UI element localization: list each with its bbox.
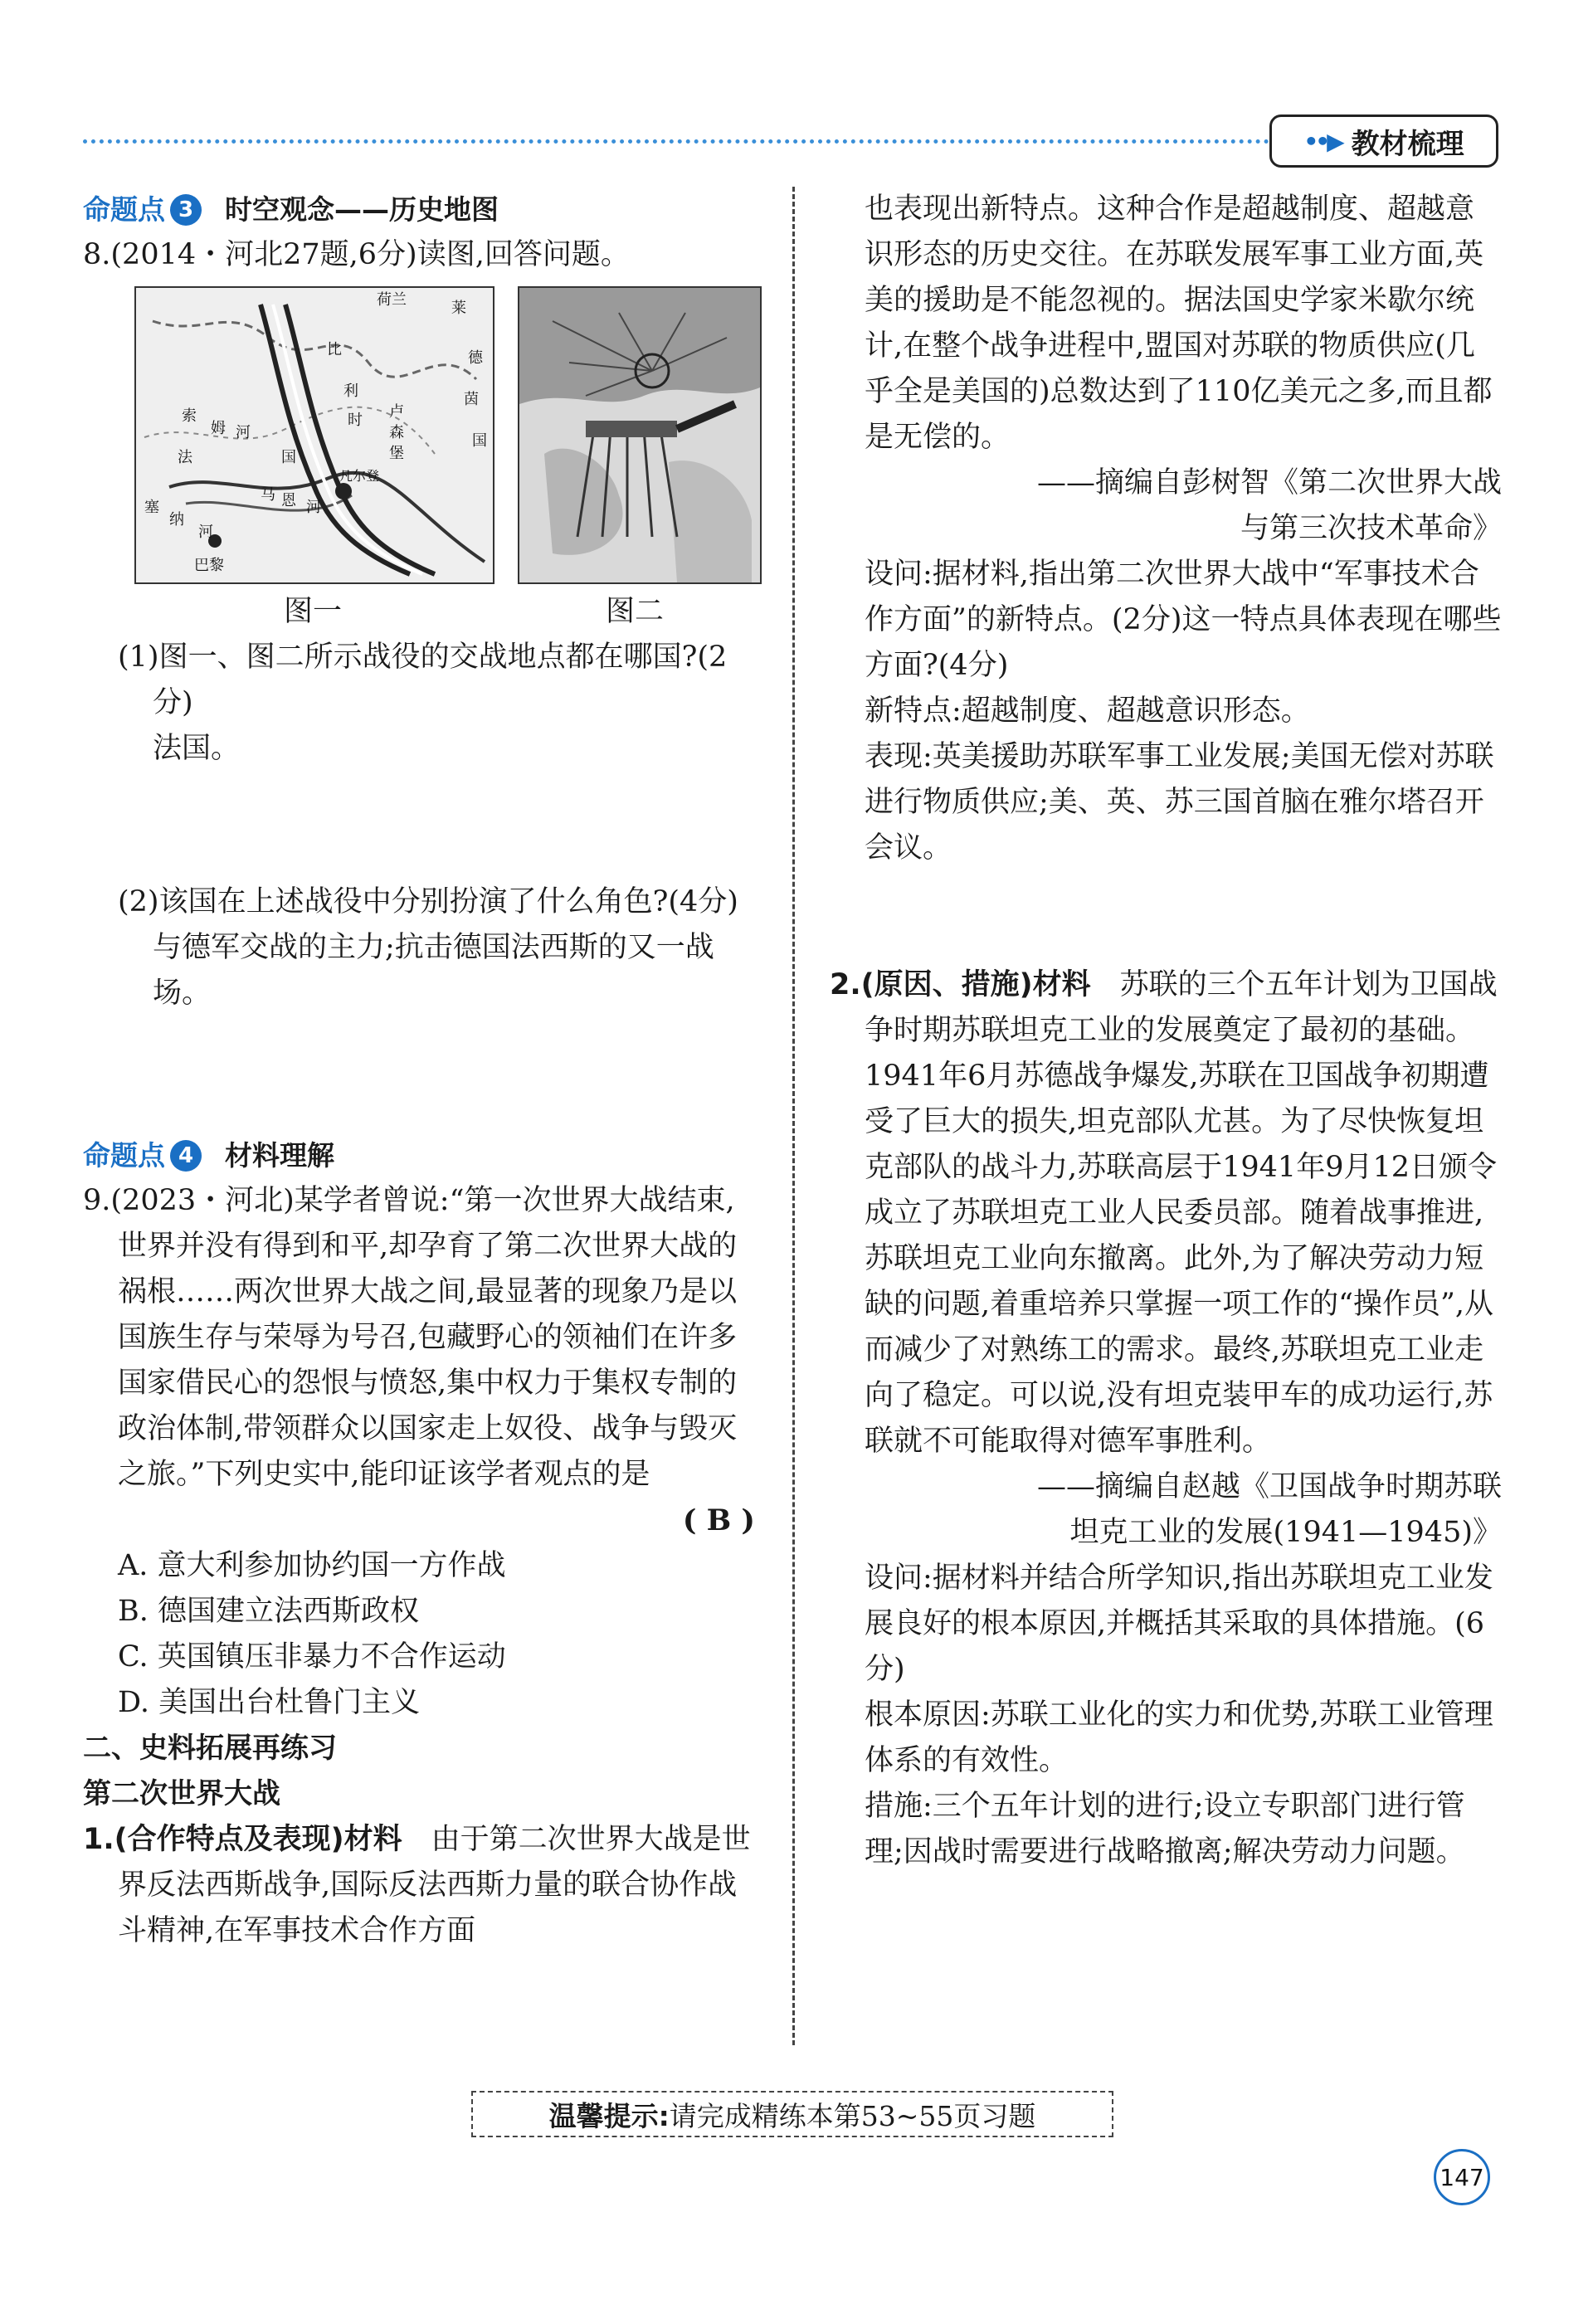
q2-head: 2.(原因、措施)材料 bbox=[830, 968, 1091, 1001]
map1-france-1: 法 bbox=[178, 449, 192, 466]
topic-number-badge: 4 bbox=[170, 1140, 202, 1172]
topic-title: 材料理解 bbox=[225, 1139, 334, 1172]
reminder-text: 请完成精练本第53~55页习题 bbox=[669, 2099, 1036, 2132]
part2-heading: 二、史料拓展再练习 bbox=[83, 1732, 337, 1765]
map1-label-verdun: 凡尔登 bbox=[339, 468, 380, 484]
map1-holland-2: 兰 bbox=[392, 291, 407, 309]
topic-heading-ww2: 第二次世界大战 bbox=[83, 1777, 280, 1810]
topic-label: 命题点 bbox=[83, 193, 165, 226]
q2-material bbox=[830, 962, 1502, 1464]
map1-lux-3: 堡 bbox=[389, 445, 404, 462]
map1-lux-2: 森 bbox=[389, 424, 404, 441]
map1-germany-2: 国 bbox=[472, 432, 487, 450]
map1-belgium-2: 比 bbox=[327, 341, 342, 358]
q8-sub1: (1)图一、图二所示战役的交战地点都在哪国?(2分) bbox=[118, 641, 728, 719]
q1-source-line2: 与第三次技术革命》 bbox=[1240, 512, 1502, 545]
map-figure-2 bbox=[518, 286, 762, 584]
q1-answer2: 表现:英美援助苏联军事工业发展;美国无偿对苏联进行物质供应;美、英、苏三国首脑在雅尔塔召开会议。 bbox=[865, 740, 1494, 865]
q9-option-a: A. 意大利参加协约国一方作战 bbox=[118, 1549, 506, 1582]
map1-paris-1: 巴 bbox=[194, 557, 209, 574]
map-figure-1 bbox=[134, 286, 494, 584]
map1-marne-1: 马 bbox=[261, 486, 275, 504]
map1-paris-2: 黎 bbox=[209, 557, 224, 574]
q2-answer1: 根本原因:苏联工业化的实力和优势,苏联工业管理体系的有效性。 bbox=[865, 1698, 1493, 1777]
map1-somme-3: 河 bbox=[236, 424, 251, 441]
topic-number-badge: 3 bbox=[170, 194, 202, 226]
map1-seine-1: 塞 bbox=[144, 499, 159, 516]
q2-source-line2: 坦克工业的发展(1941—1945)》 bbox=[1069, 1516, 1502, 1549]
q2-text: 苏联的三个五年计划为卫国战争时期苏联坦克工业的发展奠定了最初的基础。1941年6月苏德战争爆发,苏联在卫国战争初期遭受了巨大的损失,坦克部队尤甚。为了尽快恢复坦克部队的战斗力,苏联高层于1941年9月12日颁令成立了苏联坦克工业人民委员部。随着战事推进,苏联坦克工业向东撤离。此外,为了解决劳动力短缺的问题,着重培养只掌握一项工作的“操作员”,从而减少了对熟练工的需求。最终,苏联坦克工业走向了稳定。可以说,没有坦克装甲车的成功运行,苏联就不可能取得对德军事胜利。 bbox=[865, 968, 1498, 1458]
q8-answer2: 与德军交战的主力;抗击德国法西斯的又一战场。 bbox=[153, 931, 714, 1010]
column-divider bbox=[792, 187, 795, 2045]
q8-answer1: 法国。 bbox=[153, 732, 241, 765]
q8-sub2: (2)该国在上述战役中分别扮演了什么角色?(4分) bbox=[118, 885, 738, 918]
topic-label: 命题点 bbox=[83, 1139, 165, 1172]
spacer bbox=[83, 772, 763, 879]
q2-question: 设问:据材料并结合所学知识,指出苏联坦克工业发展良好的根本原因,并概括其采取的具体措施。(6分) bbox=[865, 1562, 1493, 1686]
map1-belgium-1: 利 bbox=[343, 382, 358, 400]
map1-label-paris bbox=[194, 557, 224, 574]
map-figures bbox=[134, 286, 763, 584]
q9-option-b: B. 德国建立法西斯政权 bbox=[118, 1595, 419, 1628]
map1-holland-1: 荷 bbox=[377, 291, 392, 309]
q9-option-d: D. 美国出台杜鲁门主义 bbox=[118, 1686, 421, 1719]
map1-marne-3: 河 bbox=[306, 499, 321, 516]
q1-source-line1: ——摘编自彭树智《第二次世界大战 bbox=[1036, 466, 1502, 499]
q1-head: 1.(合作特点及表现)材料 bbox=[83, 1823, 402, 1856]
q1-question: 设问:据材料,指出第二次世界大战中“军事技术合作方面”的新特点。(2分)这一特点具体表现在哪些方面?(4分) bbox=[865, 558, 1502, 682]
right-column bbox=[830, 187, 1502, 1875]
map1-seine-3: 河 bbox=[198, 524, 213, 541]
spacer bbox=[830, 871, 1502, 962]
map1-drawing bbox=[136, 288, 493, 582]
map1-lux-1: 卢 bbox=[389, 403, 404, 421]
q1-material-cont: 也表现出新特点。这种合作是超越制度、超越意识形态的历史交往。在苏联发展军事工业方面,英美的援助是不能忽视的。据法国史学家米歇尔统计,在整个战争进程中,盟国对苏联的物质供应(几乎全是美国的)总数达到了110亿美元之多,而且都是无偿的。 bbox=[865, 192, 1493, 454]
q1-text: 由于第二次世界大战是世界反法西斯战争,国际反法西斯力量的联合协作战斗精神,在军事技术合作方面 bbox=[118, 1823, 751, 1947]
q9-option-c: C. 英国镇压非暴力不合作运动 bbox=[118, 1640, 506, 1674]
map1-label-holland bbox=[377, 291, 407, 309]
section-tag-label: 教材梳理 bbox=[1351, 127, 1464, 161]
left-column bbox=[83, 187, 763, 1954]
caption-figure-2: 图二 bbox=[605, 595, 664, 628]
map-captions bbox=[134, 589, 763, 635]
reminder-label: 温馨提示: bbox=[548, 2099, 670, 2132]
map1-rhine-2: 茵 bbox=[464, 391, 479, 408]
q9-stem: 9.(2023・河北)某学者曾说:“第一次世界大战结束,世界并没有得到和平,却孕育了第二次世界大战的祸根……两次世界大战之间,最显著的现象乃是以国族生存与荣辱为号召,包藏野心的领袖们在许多国家借民心的怨恨与愤怒,集中权力于集权专制的政治体制,带领群众以国家走上奴役、战争与毁灭之旅。”下列史实中,能印证该学者观点的是 bbox=[83, 1184, 738, 1491]
topic-heading-3 bbox=[83, 187, 763, 232]
header-dotted-rule bbox=[83, 139, 1269, 144]
q2-answer2: 措施:三个五年计划的进行;设立专职部门进行管理;因战时需要进行战略撤离;解决劳动力问题。 bbox=[865, 1790, 1465, 1868]
topic-title: 时空观念——历史地图 bbox=[225, 193, 499, 226]
map1-seine-2: 纳 bbox=[169, 511, 184, 529]
reminder-box bbox=[471, 2091, 1113, 2137]
q2-source-line1: ——摘编自赵越《卫国战争时期苏联 bbox=[1036, 1470, 1502, 1503]
map1-rhine-1: 莱 bbox=[451, 300, 466, 317]
map1-marne-2: 恩 bbox=[281, 492, 296, 509]
map2-drawing bbox=[519, 288, 760, 582]
map1-belgium-3: 时 bbox=[348, 412, 363, 429]
map1-somme-2: 姆 bbox=[211, 420, 226, 437]
spacer bbox=[83, 1016, 763, 1133]
map1-france-2: 国 bbox=[281, 449, 296, 466]
map1-germany-1: 德 bbox=[468, 349, 483, 367]
q1-answer1: 新特点:超越制度、超越意识形态。 bbox=[865, 694, 1310, 728]
topic-heading-4 bbox=[83, 1133, 763, 1178]
q9-answer: ( B ) bbox=[682, 1503, 755, 1537]
caption-figure-1: 图一 bbox=[283, 595, 342, 628]
map1-somme-1: 索 bbox=[182, 407, 197, 425]
page-number: 147 bbox=[1434, 2149, 1490, 2205]
arrow-icon: ••▶ bbox=[1303, 127, 1342, 155]
section-tag bbox=[1269, 114, 1498, 168]
q8-stem: 8.(2014・河北27题,6分)读图,回答问题。 bbox=[83, 238, 630, 271]
q1-material bbox=[83, 1817, 763, 1954]
